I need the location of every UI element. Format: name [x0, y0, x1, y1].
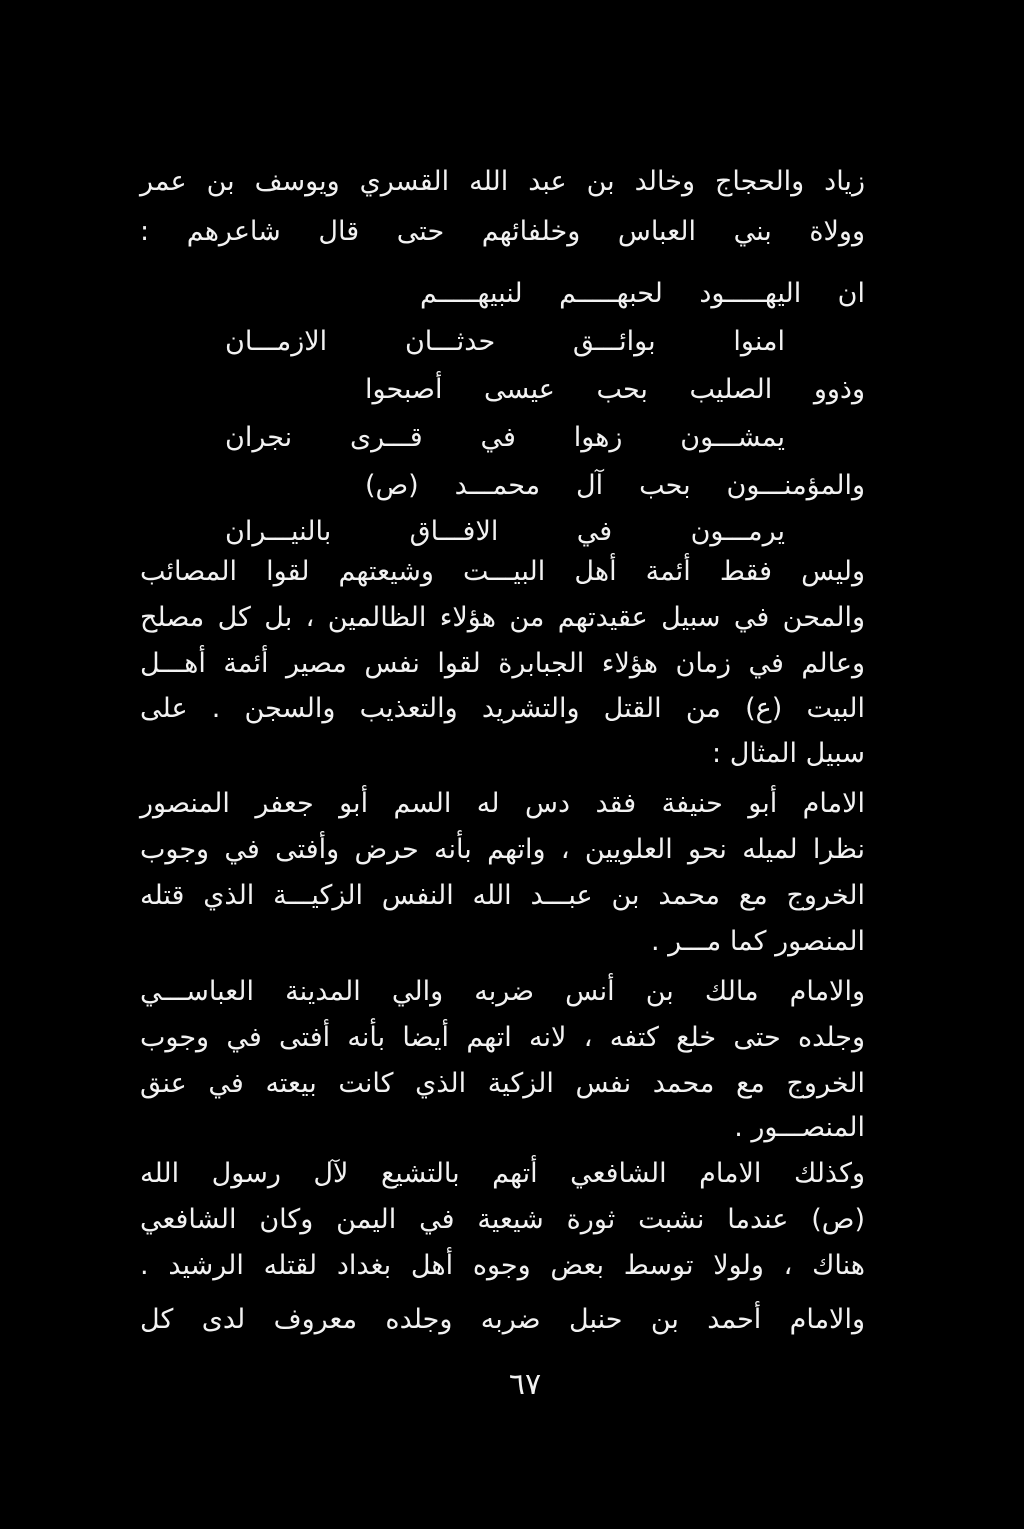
paragraph-line: (ص) عندما نشبت ثورة شيعية في اليمن وكان الشافعي	[140, 1204, 865, 1235]
paragraph-line: وجلده حتى خلع كتفه ، لانه اتهم أيضا بأنه أفتى في وجوب	[140, 1022, 865, 1053]
paragraph-line: والامام أحمد بن حنبل ضربه وجلده معروف لدى كل	[140, 1304, 865, 1335]
paragraph-line: هناك ، ولولا توسط بعض وجوه أهل بغداد لقتله الرشيد .	[140, 1250, 865, 1281]
paragraph-line: الخروج مع محمد نفس الزكية الذي كانت بيعته في عنق	[140, 1068, 865, 1099]
paragraph-line: المنصـــور .	[734, 1112, 865, 1143]
paragraph-line: سبيل المثال :	[712, 738, 865, 769]
paragraph-line: والامام مالك بن أنس ضربه والي المدينة العباســـي	[140, 976, 865, 1007]
paragraph-line: وكذلك الامام الشافعي أتهم بالتشيع لآل رسول الله	[140, 1158, 865, 1189]
verse-line: وذوو الصليب بحب عيسى أصبحوا	[365, 374, 865, 405]
verse-line: يرمـــون في الافـــاق بالنيـــران	[225, 516, 785, 547]
paragraph-line: المنصور كما مـــر .	[651, 926, 865, 957]
verse-line: يمشـــون زهوا في قـــرى نجران	[225, 422, 785, 453]
paragraph-line: وليس فقط أئمة أهل البيـــت وشيعتهم لقوا المصائب	[140, 556, 865, 587]
intro-line: زياد والحجاج وخالد بن عبد الله القسري ويوسف بن عمر	[140, 166, 865, 197]
paragraph-line: الامام أبو حنيفة فقد دس له السم أبو جعفر المنصور	[140, 788, 865, 819]
paragraph-line: نظرا لميله نحو العلويين ، واتهم بأنه حرض وأفتى في وجوب	[140, 834, 865, 865]
paragraph-line: الخروج مع محمد بن عبـــد الله النفس الزكيـــة الذي قتله	[140, 880, 865, 911]
verse-line: ان اليهـــــود لحبهـــــم لنبيهـــــم	[420, 278, 865, 309]
page-number: ٦٧	[508, 1367, 542, 1402]
paragraph-line: البيت (ع) من القتل والتشريد والتعذيب والسجن . على	[140, 693, 865, 724]
intro-line: وولاة بني العباس وخلفائهم حتى قال شاعرهم :	[140, 216, 865, 247]
paragraph-line: وعالم في زمان هؤلاء الجبابرة لقوا نفس مصير أئمة أهـــل	[140, 648, 865, 679]
book-page	[140, 160, 865, 1420]
paragraph-line: والمحن في سبيل عقيدتهم من هؤلاء الظالمين ، بل كل مصلح	[140, 602, 865, 633]
verse-line: امنوا بوائـــق حدثـــان الازمـــان	[225, 326, 785, 357]
verse-line: والمؤمنـــون بحب آل محمـــد (ص)	[365, 470, 865, 501]
